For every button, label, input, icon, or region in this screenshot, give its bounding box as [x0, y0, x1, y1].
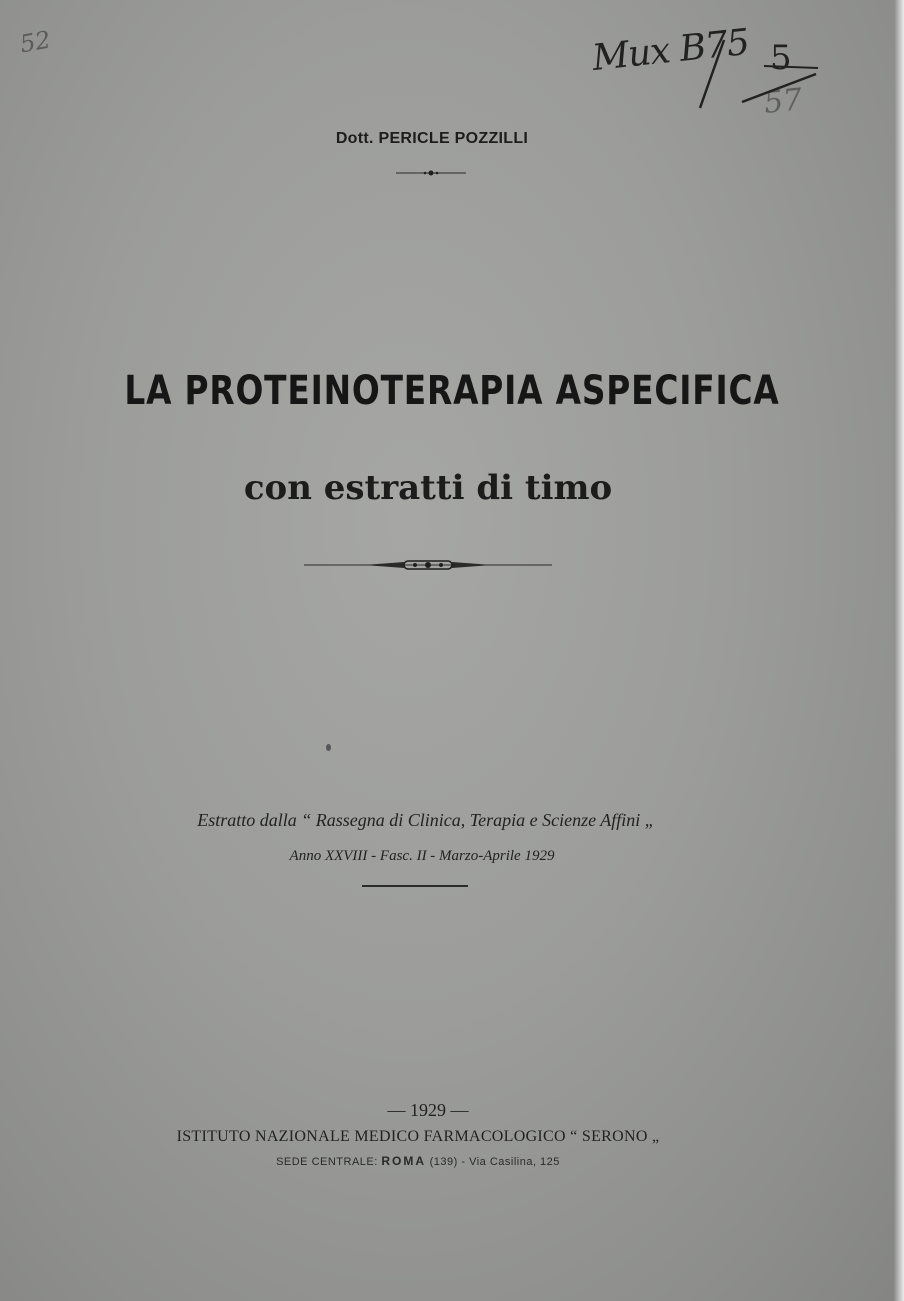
decorative-ornament: [304, 555, 552, 575]
handwritten-strokes: [680, 30, 840, 130]
issue-line: Anno XXVIII - Fasc. II - Marzo-Aprile 1929: [289, 848, 555, 864]
handwritten-corner-mark: 52: [17, 25, 53, 59]
handwritten-number-bottom: 57: [762, 82, 804, 121]
divider-rule: [362, 885, 468, 887]
author-line: Dott. PERICLE POZZILLI: [335, 130, 529, 147]
address-rest: (139) - Via Casilina, 125: [429, 1156, 560, 1168]
page-subtitle: con estratti di timo: [243, 468, 613, 508]
imprint-year: — 1929 —: [387, 1100, 469, 1120]
publisher-address: [0, 1154, 836, 1168]
page-edge: [894, 0, 904, 1301]
page-title: LA PROTEINOTERAPIA ASPECIFICA: [124, 368, 780, 414]
handwritten-number-top: 5: [770, 38, 792, 78]
publisher-name: ISTITUTO NAZIONALE MEDICO FARMACOLOGICO “ SERONO „: [176, 1128, 660, 1145]
extract-source-line: Estratto dalla “ Rassegna di Clinica, Terapia e Scienze Affini „: [197, 810, 655, 830]
small-ornament: [396, 167, 466, 179]
handwritten-shelf-mark: Mux B75: [590, 21, 751, 80]
address-prefix: SEDE CENTRALE:: [276, 1156, 378, 1168]
paper-speck: [326, 744, 331, 751]
address-city: ROMA: [381, 1154, 427, 1168]
